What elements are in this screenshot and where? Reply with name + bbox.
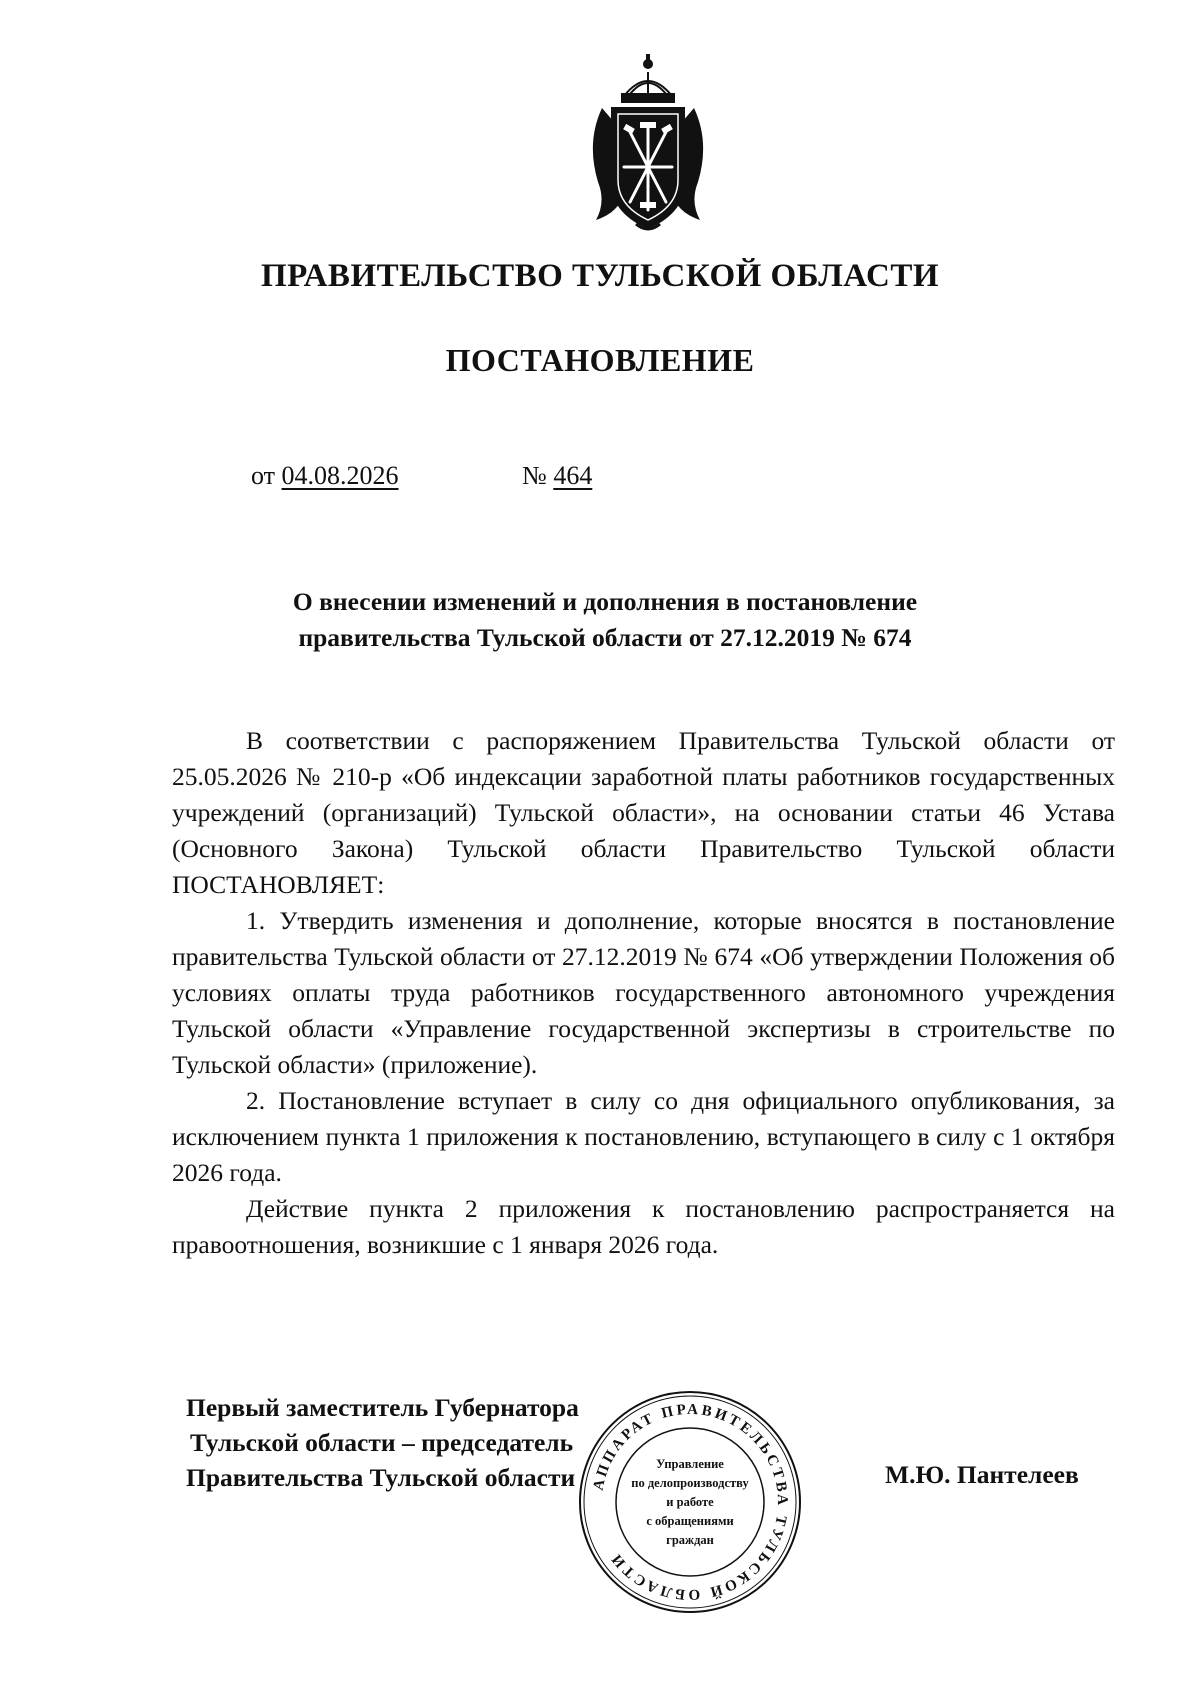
- signatory-position-line: Тульской области – председатель: [190, 1428, 574, 1457]
- document-number: [522, 461, 592, 491]
- body-paragraph-item-2: 2. Постановление вступает в силу со дня официального опубликования, за исключением пункта 1 приложения к постановлению, вступающего в силу с 1 октября 2026 года.: [172, 1086, 1115, 1187]
- document-type-title: ПОСТАНОВЛЕНИЕ: [445, 342, 755, 378]
- number-prefix: №: [522, 461, 547, 490]
- government-title: ПРАВИТЕЛЬСТВО ТУЛЬСКОЙ ОБЛАСТИ: [261, 258, 939, 294]
- stamp-center-line: с обращениями: [646, 1514, 734, 1528]
- document-date: [251, 461, 399, 491]
- official-stamp: [576, 1388, 804, 1616]
- signatory-name: М.Ю. Пантелеев: [885, 1460, 1079, 1489]
- signatory-position-line: Первый заместитель Губернатора: [186, 1393, 579, 1422]
- stamp-center-line: граждан: [666, 1533, 714, 1547]
- document-subject: [240, 584, 970, 656]
- signatory-position: [186, 1390, 579, 1495]
- stamp-center-line: по делопроизводству: [631, 1476, 749, 1490]
- tula-coat-of-arms-icon: [584, 52, 712, 236]
- document-body: [172, 723, 1115, 1263]
- signatory-position-line: Правительства Тульской области: [186, 1463, 576, 1492]
- date-prefix: от: [251, 461, 276, 490]
- body-paragraph-retroactive: Действие пункта 2 приложения к постановлению распространяется на правоотношения, возникшие с 1 января 2026 года.: [172, 1194, 1115, 1259]
- subject-line: О внесении изменений и дополнения в постановление: [292, 587, 918, 616]
- stamp-center-line: Управление: [656, 1457, 724, 1471]
- number-value: 464: [553, 461, 593, 490]
- body-paragraph-preamble: В соответствии с распоряжением Правительства Тульской области от 25.05.2026 № 210-р «Об индексации заработной платы работников государственных учреждений (организаций) Тульской области», на основании статьи 46 Устава (Основного Закона) Тульской области Правительство Тульской области ПОСТАНОВЛЯЕТ:: [172, 726, 1115, 899]
- stamp-center-line: и работе: [666, 1495, 714, 1509]
- body-paragraph-item-1: 1. Утвердить изменения и дополнение, которые вносятся в постановление правительства Тульской области от 27.12.2019 № 674 «Об утверждении Положения об условиях оплаты труда работников государственного автономного учреждения Тульской области «Управление государственной экспертизы в строительстве по Тульской области» (приложение).: [172, 906, 1115, 1079]
- subject-line: правительства Тульской области от 27.12.2019 № 674: [298, 623, 912, 652]
- stamp-ring-text: АППАРАТ ПРАВИТЕЛЬСТВА ТУЛЬСКОЙ ОБЛАСТИ: [590, 1401, 791, 1603]
- date-value: 04.08.2026: [281, 461, 399, 490]
